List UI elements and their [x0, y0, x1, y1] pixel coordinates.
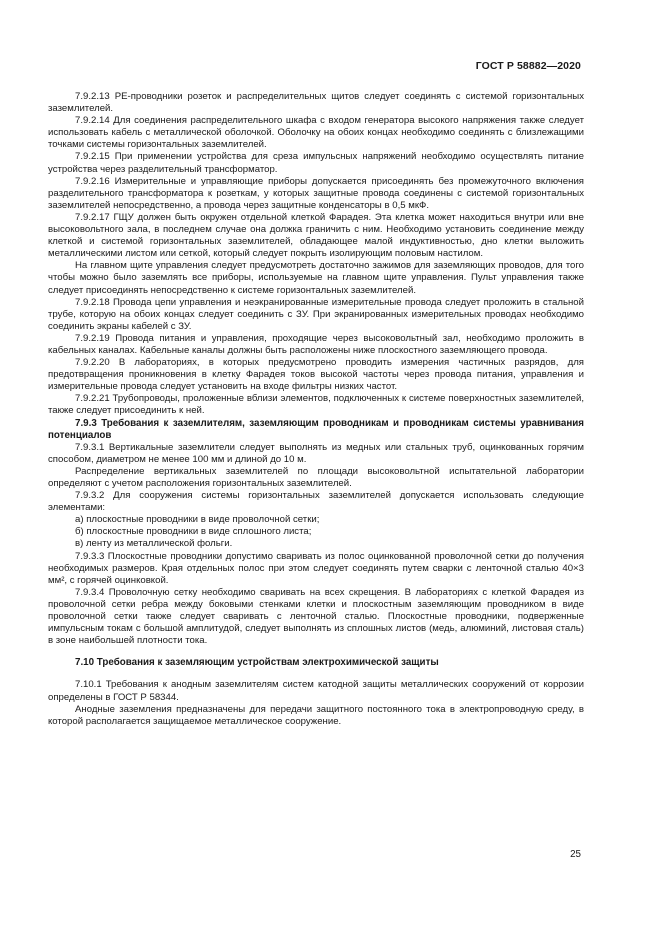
paragraph-7-9-2-21: 7.9.2.21 Трубопроводы, проложенные вблизи элементов, подключенных к системе поверхностных заземлителей, также следует присоединить к ней.: [48, 393, 584, 417]
list-item-v: в) ленту из металлической фольги.: [75, 538, 233, 550]
page-number: 25: [570, 849, 581, 860]
paragraph-7-9-2-20: 7.9.2.20 В лабораториях, в которых предусмотрено проводить измерения частичных разрядов, для предотвращения проникновения в клетку Фарадея токов высокой частоты через провода питания, управления и измерительные провода следует установить на входе фильтры низких частот.: [48, 357, 584, 393]
list-item-b: б) плоскостные проводники в виде сплошного листа;: [75, 526, 312, 538]
paragraph-7-9-3-3: 7.9.3.3 Плоскостные проводники допустимо сваривать из полос оцинкованной проволочной сетки до получения необходимых размеров. Края отдельных полос при этом следует соединять путем сварки с ленточной сталью 40×3 мм², с горячей оцинковкой.: [48, 550, 584, 586]
paragraph-vertical-distribution: Распределение вертикальных заземлителей по площади высоковольтной испытательной лаборатории определяют с учетом расположения горизонтальных заземлителей.: [48, 465, 584, 489]
paragraph-7-9-3-2: 7.9.3.2 Для сооружения системы горизонтальных заземлителей допускается использовать следующие элементами:: [48, 490, 584, 514]
paragraph-7-9-2-19: 7.9.2.19 Провода питания и управления, проходящие через высоковольтный зал, необходимо проложить в кабельных каналах. Кабельные каналы должны быть расположены ниже плоскостного заземляющего провода.: [48, 332, 584, 356]
paragraph-7-9-2-13: 7.9.2.13 PE-проводники розеток и распределительных щитов следует соединять с системой горизонтальных заземлителей.: [48, 91, 584, 115]
paragraph-7-10-1: 7.10.1 Требования к анодным заземлителям систем катодной защиты металлических сооружений от коррозии определены в ГОСТ Р 58344.: [48, 679, 584, 703]
section-heading-7-10: 7.10 Требования к заземляющим устройствам электрохимической защиты: [75, 657, 439, 669]
standard-header: ГОСТ Р 58882—2020: [475, 60, 581, 72]
paragraph-7-9-2-15: 7.9.2.15 При применении устройства для среза импульсных напряжений необходимо осуществлять питание устройства через разделительный трансформатор.: [48, 151, 584, 175]
paragraph-7-9-2-17: 7.9.2.17 ГЩУ должен быть окружен отдельной клеткой Фарадея. Эта клетка может находиться внутри или вне высоковольтного зала, в последнем случае она должка граничить с ним. Необходимо установить соединение между клеткой и системой горизонтальных заземлителей, обладающее малой индуктивностью, дно клетки выложить металлическими листом или сеткой, который следует покрыть изолирующим половым настилом.: [48, 211, 584, 260]
paragraph-7-9-3-1: 7.9.3.1 Вертикальные заземлители следует выполнять из медных или стальных труб, оцинкованных горячим способом, диаметром не менее 100 мм и длиной до 10 м.: [48, 441, 584, 465]
subsection-heading-7-9-3: 7.9.3 Требования к заземлителям, заземляющим проводникам и проводникам системы уравнивания потенциалов: [48, 417, 584, 441]
paragraph-7-9-3-4: 7.9.3.4 Проволочную сетку необходимо сваривать на всех скрещения. В лабораториях с клеткой Фарадея из проволочной сетки ребра между боковыми стенками клетки и плоскостным заземляющим проводником в виде проволочной сетки также следует сваривать с ленточной сталью. Плоскостные проводники, подверженные импульсным токам с большой амплитудой, следует выполнять из сплошных листов (медь, алюминий, листовая сталь) в зоне наибольшей плотности тока.: [48, 586, 584, 647]
paragraph-anode-grounding: Анодные заземления предназначены для передачи защитного постоянного тока в электропроводную среду, в которой располагается защищаемое металлическое сооружение.: [48, 703, 584, 727]
paragraph-7-9-2-18: 7.9.2.18 Провода цепи управления и неэкранированные измерительные провода следует проложить в стальной трубе, которую на обоих концах следует соединить с ЗУ. При экранированных измерительных проводах необходимо соединить экраны кабелей с ЗУ.: [48, 296, 584, 332]
paragraph-7-9-2-16: 7.9.2.16 Измерительные и управляющие приборы допускается присоединять без промежуточного включения разделительного трансформатора к розеткам, у которых защитные провода соединены с системой горизонтальных заземлителей непосредственно, а провода через защитные конденсаторы в 0,5 мкФ.: [48, 175, 584, 211]
page-content: [48, 91, 584, 728]
paragraph-7-9-2-14: 7.9.2.14 Для соединения распределительного шкафа с входом генератора высокого напряжения также следует использовать кабель с металлической оболочкой. Оболочку на обоих концах необходимо соединять с близлежащими точками системы горизонтальных заземлителей.: [48, 115, 584, 151]
paragraph-main-panel: На главном щите управления следует предусмотреть достаточно зажимов для заземляющих проводов, для того чтобы можно было заземлять все приборы, используемые на главном щите управления. Пульт управления также следует присоединять непосредственно к системе горизонтальных заземлителей.: [48, 260, 584, 296]
list-item-a: а) плоскостные проводники в виде проволочной сетки;: [75, 514, 320, 526]
